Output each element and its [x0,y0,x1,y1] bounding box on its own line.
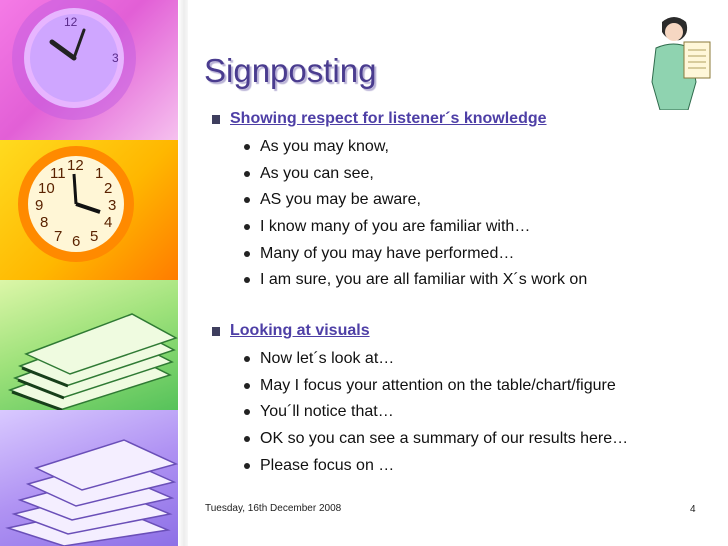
list-item: I know many of you are familiar with… [200,214,720,241]
svg-text:12: 12 [67,157,84,174]
bullet-icon [244,171,250,177]
svg-text:6: 6 [72,233,81,250]
list-item: As you may know, [200,134,720,161]
svg-text:10: 10 [38,180,55,197]
list-item: You´ll notice that… [200,399,720,426]
bullet-icon [244,436,250,442]
svg-text:3: 3 [108,197,117,214]
list-item: I am sure, you are all familiar with X´s work on [200,267,720,294]
page-number: 4 [690,504,696,515]
section-respect [200,108,720,294]
section-visuals [200,320,720,479]
svg-text:1: 1 [95,165,104,182]
footer-date: Tuesday, 16th December 2008 [205,503,342,514]
bullet-icon [244,383,250,389]
sidebar-divider [178,0,188,546]
square-bullet-icon [212,327,220,336]
respect-heading-link[interactable]: Showing respect for listener´s knowledge [230,110,547,127]
svg-text:9: 9 [35,197,44,214]
section-heading [200,320,720,342]
svg-text:3: 3 [112,51,119,65]
list-item: Please focus on … [200,452,720,479]
papers-icon [0,280,180,410]
bullet-icon [244,144,250,150]
bullet-icon [244,224,250,230]
purple-clock-panel [0,0,180,140]
orange-clock-icon [0,140,180,280]
list-item: As you can see, [200,161,720,188]
woman-reading-scroll-icon [640,12,716,110]
respect-phrase-list [200,134,720,294]
bullet-icon [244,463,250,469]
papers-stack-icon [0,410,180,546]
bullet-icon [244,277,250,283]
orange-clock-panel [0,140,180,280]
list-item: May I focus your attention on the table/chart/figure [200,373,720,400]
green-papers-panel [0,280,180,410]
svg-text:12: 12 [64,15,78,29]
svg-text:2: 2 [104,180,113,197]
list-item: OK so you can see a summary of our results here… [200,426,720,453]
purple-clock-icon [0,0,180,140]
svg-text:8: 8 [40,214,49,231]
bullet-icon [244,251,250,257]
list-item: Now let´s look at… [200,346,720,373]
list-item: AS you may be aware, [200,187,720,214]
visuals-phrase-list [200,346,720,479]
decorative-photo-strip [0,0,180,546]
svg-text:5: 5 [90,228,99,245]
lavender-papers-panel [0,410,180,546]
bullet-icon [244,409,250,415]
section-heading [200,108,720,130]
slide-title: Signposting [204,52,377,89]
square-bullet-icon [212,115,220,124]
svg-text:7: 7 [54,228,63,245]
bullet-icon [244,356,250,362]
svg-text:11: 11 [50,165,66,182]
list-item: Many of you may have performed… [200,240,720,267]
visuals-heading-link[interactable]: Looking at visuals [230,322,370,339]
bullet-icon [244,197,250,203]
svg-text:4: 4 [104,214,113,231]
